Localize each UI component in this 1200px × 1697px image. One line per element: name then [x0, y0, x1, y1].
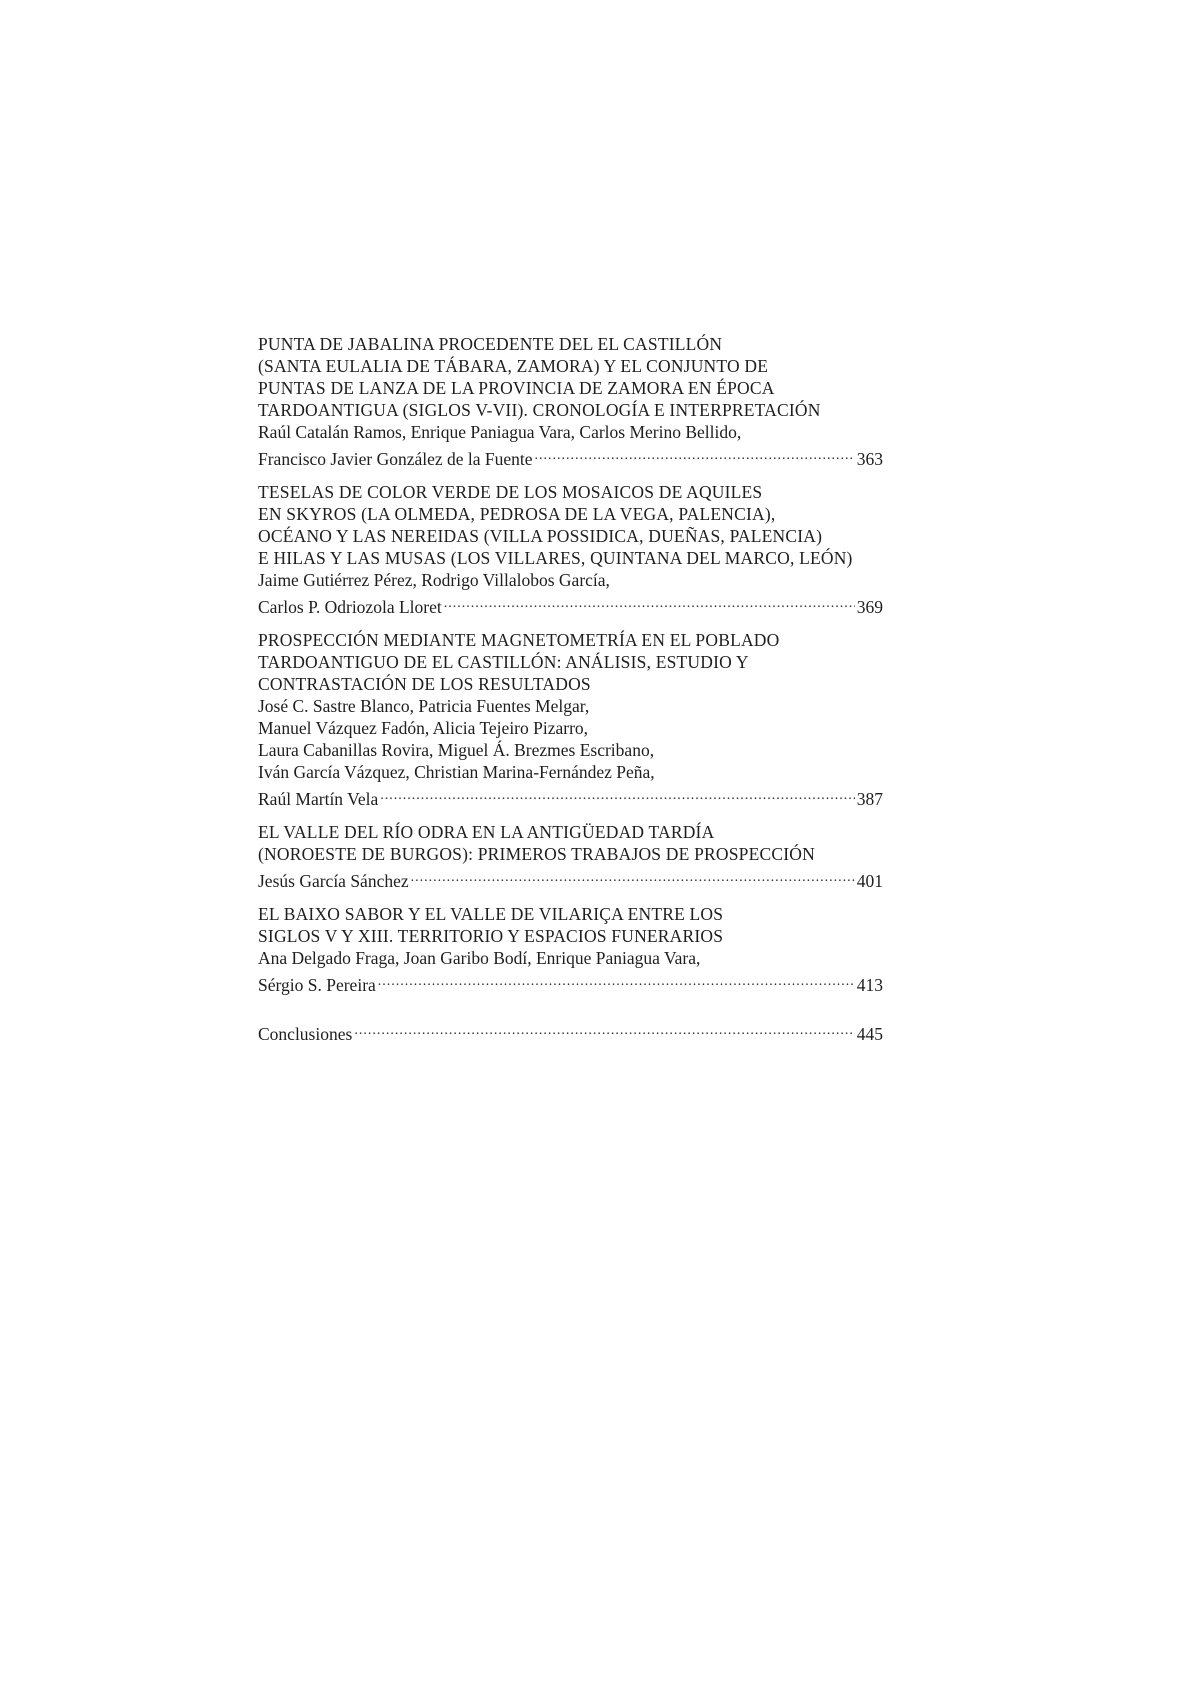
dot-leader [535, 443, 855, 465]
entry-authors-last-line: Carlos P. Odriozola Lloret [258, 597, 442, 617]
entry-title-line: CONTRASTACIÓN DE LOS RESULTADOS [258, 674, 591, 694]
entry-authors-line: Iván García Vázquez, Christian Marina-Fernández Peña, [258, 762, 655, 782]
entry-title-line: TESELAS DE COLOR VERDE DE LOS MOSAICOS DE AQUILES [258, 482, 763, 502]
page-number: 363 [856, 449, 883, 469]
entry-page-line [258, 591, 883, 618]
entry-title-line: E HILAS Y LAS MUSAS (LOS VILLARES, QUINTANA DEL MARCO, LEÓN) [258, 548, 853, 568]
entry-authors-line: Laura Cabanillas Rovira, Miguel Á. Brezmes Escribano, [258, 740, 655, 760]
entry-title-line: EL VALLE DEL RÍO ODRA EN LA ANTIGÜEDAD TARDÍA [258, 822, 715, 842]
entry-page-line [258, 865, 883, 892]
page-number: 401 [856, 871, 883, 891]
entry-title-line: (NOROESTE DE BURGOS): PRIMEROS TRABAJOS DE PROSPECCIÓN [258, 844, 815, 864]
entry-title-line: EL BAIXO SABOR Y EL VALLE DE VILARIÇA ENTRE LOS [258, 904, 724, 924]
dot-leader [380, 783, 855, 805]
entry-authors-last-line: Jesús García Sánchez [258, 871, 409, 891]
entry-authors-line: Raúl Catalán Ramos, Enrique Paniagua Vara, Carlos Merino Bellido, [258, 422, 742, 442]
toc-entry [258, 333, 883, 470]
entry-title-line: SIGLOS V Y XIII. TERRITORIO Y ESPACIOS FUNERARIOS [258, 926, 724, 946]
conclusions-label: Conclusiones [258, 1024, 353, 1044]
toc-entry [258, 481, 883, 618]
entry-authors-line: José C. Sastre Blanco, Patricia Fuentes Melgar, [258, 696, 590, 716]
dot-leader [444, 591, 855, 613]
entry-page-line [258, 783, 883, 810]
entry-title-line: TARDOANTIGUA (SIGLOS V-VII). CRONOLOGÍA E INTERPRETACIÓN [258, 400, 821, 420]
entry-authors-line: Ana Delgado Fraga, Joan Garibo Bodí, Enrique Paniagua Vara, [258, 948, 701, 968]
dot-leader [378, 969, 855, 991]
entry-authors-last-line: Raúl Martín Vela [258, 789, 379, 809]
entry-title-line: TARDOANTIGUO DE EL CASTILLÓN: ANÁLISIS, ESTUDIO Y [258, 652, 749, 672]
entry-page-line [258, 969, 883, 996]
toc-entry [258, 629, 883, 810]
page-number: 413 [856, 975, 883, 995]
toc-entry [258, 903, 883, 996]
page-number: 387 [856, 789, 883, 809]
entry-title-line: EN SKYROS (LA OLMEDA, PEDROSA DE LA VEGA, PALENCIA), [258, 504, 776, 524]
page-number: 445 [856, 1024, 883, 1044]
entry-authors-last-line: Francisco Javier González de la Fuente [258, 449, 533, 469]
entry-authors-last-line: Sérgio S. Pereira [258, 975, 376, 995]
entry-page-line [258, 443, 883, 470]
entry-title-line: PROSPECCIÓN MEDIANTE MAGNETOMETRÍA EN EL POBLADO [258, 630, 780, 650]
dot-leader [354, 1018, 854, 1040]
entry-title-line: PUNTAS DE LANZA DE LA PROVINCIA DE ZAMORA EN ÉPOCA [258, 378, 775, 398]
entry-title-line: (SANTA EULALIA DE TÁBARA, ZAMORA) Y EL CONJUNTO DE [258, 356, 769, 376]
entry-authors-line: Jaime Gutiérrez Pérez, Rodrigo Villalobos García, [258, 570, 610, 590]
entry-title-line: PUNTA DE JABALINA PROCEDENTE DEL EL CASTILLÓN [258, 334, 723, 354]
entry-authors-line: Manuel Vázquez Fadón, Alicia Tejeiro Pizarro, [258, 718, 589, 738]
entry-page-line [258, 1018, 883, 1045]
entry-title-line: OCÉANO Y LAS NEREIDAS (VILLA POSSIDICA, DUEÑAS, PALENCIA) [258, 526, 823, 546]
table-of-contents [258, 333, 883, 1056]
page-number: 369 [856, 597, 883, 617]
dot-leader [411, 865, 855, 887]
toc-entry-conclusions [258, 1018, 883, 1045]
toc-entry [258, 821, 883, 892]
